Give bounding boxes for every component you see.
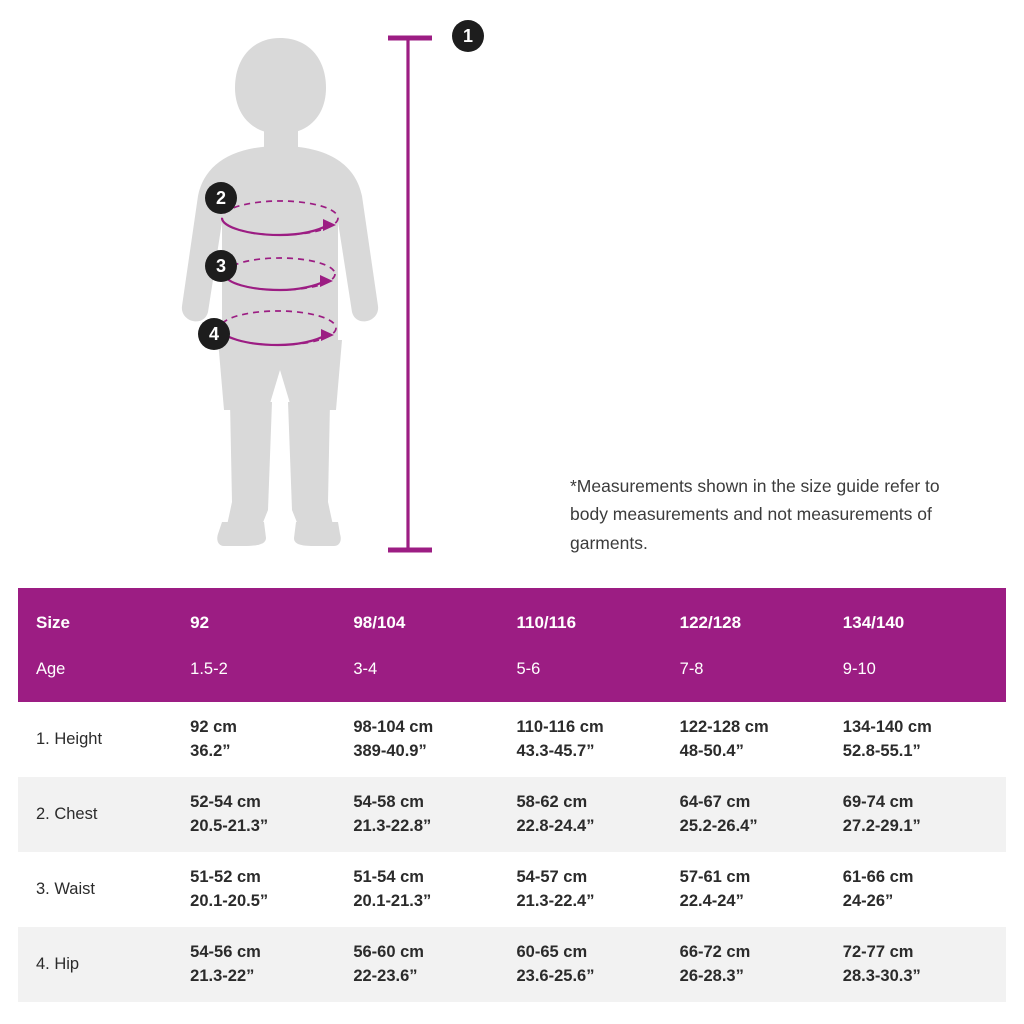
cell-hip-1: 56-60 cm 22-23.6” xyxy=(353,927,516,1002)
table-row xyxy=(18,702,1006,777)
cell-hip-3: 66-72 cm 26-28.3” xyxy=(680,927,843,1002)
header-size-4: 134/140 xyxy=(843,588,1006,646)
cell-height-4: 134-140 cm 52.8-55.1” xyxy=(842,718,932,760)
callout-badge-3: 3 xyxy=(205,250,237,282)
cell-waist-4: 61-66 cm 24-26” xyxy=(842,868,914,910)
table-row xyxy=(18,777,1006,852)
header-size-2: 110/116 xyxy=(516,588,679,646)
cell-height-2: 110-116 cm 43.3-45.7” xyxy=(516,718,604,760)
header-size-1: 98/104 xyxy=(353,588,516,646)
header-age-2: 5-6 xyxy=(516,646,679,702)
cell-waist-3: 57-61 cm 22.4-24” xyxy=(679,868,751,910)
header-age-4: 9-10 xyxy=(843,646,1006,702)
table-header-size-row xyxy=(18,588,1006,646)
cell-height-0: 92 cm 36.2” xyxy=(190,718,237,760)
cell-hip-2: 60-65 cm 23.6-25.6” xyxy=(516,927,679,1002)
cell-chest-3: 64-67 cm 25.2-26.4” xyxy=(680,777,843,852)
callout-badge-2: 2 xyxy=(205,182,237,214)
row-label-height: 1. Height xyxy=(36,730,103,748)
row-label-hip: 4. Hip xyxy=(18,927,190,1002)
cell-chest-1: 54-58 cm 21.3-22.8” xyxy=(353,777,516,852)
cell-waist-1: 51-54 cm 20.1-21.3” xyxy=(353,868,432,910)
table-row xyxy=(18,852,1006,927)
cell-height-1: 98-104 cm 389-40.9” xyxy=(353,718,434,760)
cell-waist-2: 54-57 cm 21.3-22.4” xyxy=(516,868,595,910)
child-silhouette-icon xyxy=(160,10,490,570)
cell-chest-0: 52-54 cm 20.5-21.3” xyxy=(190,777,353,852)
header-label-size: Size xyxy=(18,588,190,646)
cell-hip-0: 54-56 cm 21.3-22” xyxy=(190,927,353,1002)
row-label-chest: 2. Chest xyxy=(18,777,190,852)
cell-waist-0: 51-52 cm 20.1-20.5” xyxy=(190,868,269,910)
table-header-age-row xyxy=(18,646,1006,702)
header-age-0: 1.5-2 xyxy=(190,646,353,702)
header-age-3: 7-8 xyxy=(680,646,843,702)
table-row xyxy=(18,927,1006,1002)
row-label-waist: 3. Waist xyxy=(36,880,95,898)
callout-badge-4: 4 xyxy=(198,318,230,350)
header-age-1: 3-4 xyxy=(353,646,516,702)
header-size-0: 92 xyxy=(190,588,353,646)
cell-chest-4: 69-74 cm 27.2-29.1” xyxy=(843,777,1006,852)
header-label-age: Age xyxy=(18,646,190,702)
cell-height-3: 122-128 cm 48-50.4” xyxy=(679,718,769,760)
cell-chest-2: 58-62 cm 22.8-24.4” xyxy=(516,777,679,852)
header-size-3: 122/128 xyxy=(680,588,843,646)
cell-hip-4: 72-77 cm 28.3-30.3” xyxy=(843,927,1006,1002)
callout-badge-1: 1 xyxy=(452,20,484,52)
measurement-note: *Measurements shown in the size guide refer to body measurements and not measurements of garments. xyxy=(570,476,940,553)
size-guide-table xyxy=(18,588,1006,1002)
